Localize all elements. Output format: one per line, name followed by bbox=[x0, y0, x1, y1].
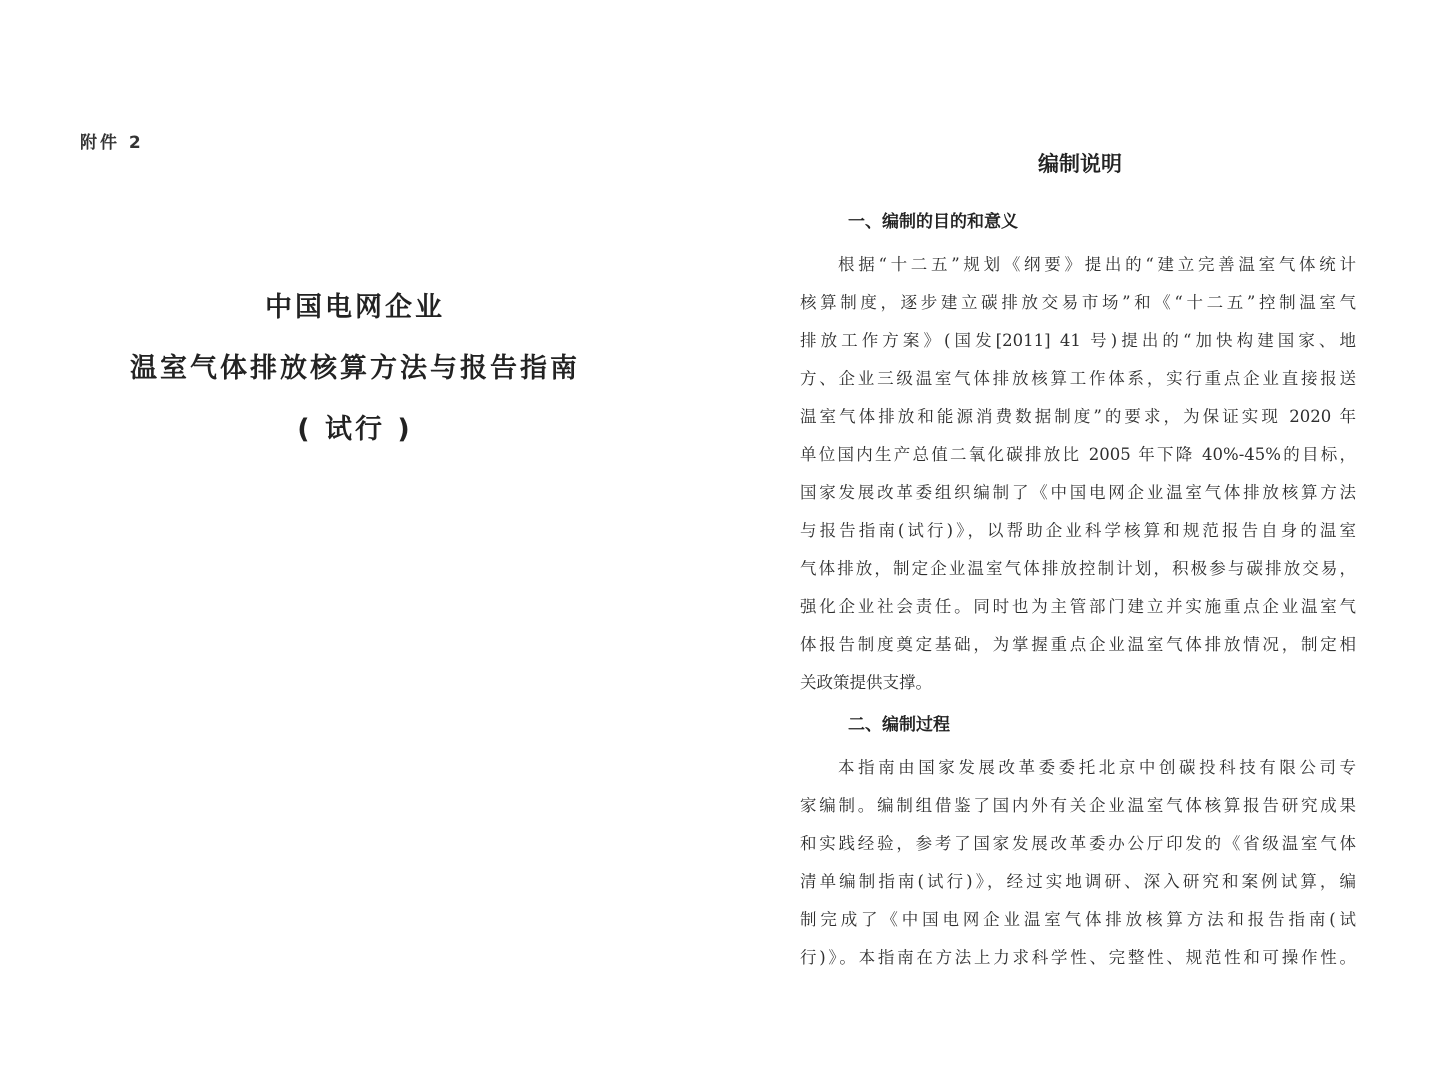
section-2-paragraph bbox=[800, 749, 1356, 977]
paragraph-line: 本指南由国家发展改革委委托北京中创碳投科技有限公司专 bbox=[838, 758, 1356, 777]
paragraph-line: 行)》。本指南在方法上力求科学性、完整性、规范性和可操作性。 bbox=[800, 948, 1356, 967]
paragraph-line: 制完成了《中国电网企业温室气体排放核算方法和报告指南(试 bbox=[800, 910, 1356, 929]
paragraph-line: 体报告制度奠定基础，为掌握重点企业温室气体排放情况，制定相 bbox=[800, 635, 1356, 654]
attachment-label: 附件 2 bbox=[80, 133, 144, 153]
paragraph-line: 强化企业社会责任。同时也为主管部门建立并实施重点企业温室气 bbox=[800, 597, 1356, 616]
compilation-notes-heading: 编制说明 bbox=[1038, 152, 1122, 176]
title-line-1: 中国电网企业 bbox=[265, 292, 445, 323]
paragraph-line: 和实践经验，参考了国家发展改革委办公厅印发的《省级温室气体 bbox=[800, 834, 1356, 853]
section-2-heading: 二、编制过程 bbox=[848, 715, 950, 735]
paragraph-line: 国家发展改革委组织编制了《中国电网企业温室气体排放核算方法 bbox=[800, 483, 1356, 502]
paragraph-line: 温室气体排放和能源消费数据制度”的要求，为保证实现 2020 年 bbox=[800, 407, 1356, 426]
section-1-heading: 一、编制的目的和意义 bbox=[848, 212, 1018, 232]
paragraph-line: 与报告指南(试行)》，以帮助企业科学核算和规范报告自身的温室 bbox=[800, 521, 1356, 540]
paragraph-line: 排放工作方案》(国发[2011] 41 号)提出的“加快构建国家、地 bbox=[800, 331, 1356, 350]
paragraph-line: 根据“十二五”规划《纲要》提出的“建立完善温室气体统计 bbox=[838, 255, 1356, 274]
title-line-3: ( 试行 ) bbox=[297, 414, 413, 445]
document-title bbox=[0, 286, 710, 469]
paragraph-line: 关政策提供支撑。 bbox=[800, 673, 932, 692]
section-1-paragraph bbox=[800, 246, 1356, 702]
title-line-2: 温室气体排放核算方法与报告指南 bbox=[130, 353, 580, 384]
paragraph-line: 气体排放，制定企业温室气体排放控制计划，积极参与碳排放交易， bbox=[800, 559, 1356, 578]
paragraph-line: 核算制度，逐步建立碳排放交易市场”和《“十二五”控制温室气 bbox=[800, 293, 1356, 312]
paragraph-line: 清单编制指南(试行)》，经过实地调研、深入研究和案例试算，编 bbox=[800, 872, 1356, 891]
right-page bbox=[720, 0, 1440, 1080]
paragraph-line: 家编制。编制组借鉴了国内外有关企业温室气体核算报告研究成果 bbox=[800, 796, 1356, 815]
paragraph-line: 单位国内生产总值二氧化碳排放比 2005 年下降 40%-45%的目标， bbox=[800, 445, 1356, 464]
paragraph-line: 方、企业三级温室气体排放核算工作体系，实行重点企业直接报送 bbox=[800, 369, 1356, 388]
